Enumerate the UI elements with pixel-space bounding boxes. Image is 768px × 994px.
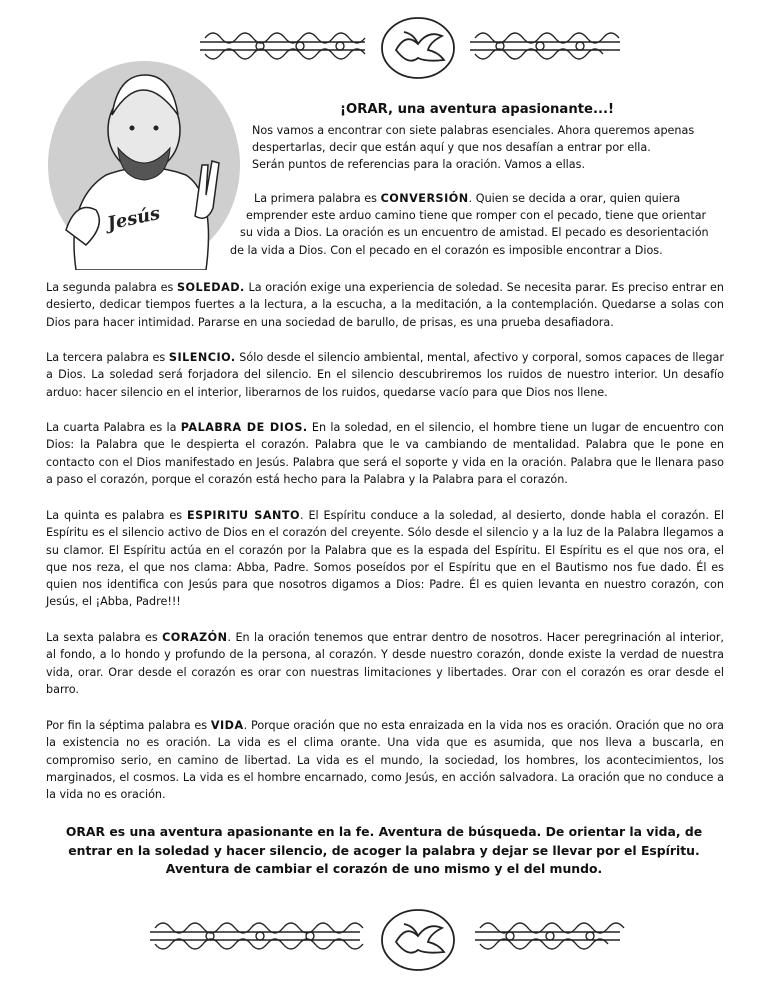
jesus-peace-sign-illustration	[46, 60, 242, 270]
paragraph-line: de la vida a Dios. Con el pecado en el corazón es imposible encontrar a Dios.	[230, 243, 663, 257]
keyword-vida: VIDA	[210, 719, 244, 732]
intro-paragraph	[252, 122, 694, 174]
paragraph-text: La quinta es palabra es	[46, 509, 188, 522]
intro-line: Serán puntos de referencias para la oración. Vamos a ellas.	[252, 158, 586, 172]
paragraph-text: Por fin la séptima palabra es	[46, 719, 211, 732]
paragraph-vida	[46, 717, 724, 803]
shirt-text: Jesús	[105, 202, 163, 235]
paragraph-text: La cuarta Palabra es la	[46, 421, 181, 434]
dove-icon	[382, 910, 454, 970]
keyword-conversion: CONVERSIÓN	[380, 192, 469, 205]
paragraph-text: . El Espíritu conduce a la soledad, al desierto, donde habla el corazón. El Espíritu es el silencio activo de Dios en el corazón del creyente. Sólo desde el silencio y a la luz de la Palabra llegamos a su clamor. El Espíritu actúa en el corazón por la Palabra que es la espada del Espíritu. El Espíritu es el que nos ora, el que nos reza, el que nos clama: Abba, Padre. Somos poseídos por el Espíritu que en el Bautismo nos fue dado. Él es quien nos identifica con Jesús para que nosotros digamos a Dios: Padre. Él es quien levanta en nuestro corazón, con Jesús, el ¡Abba, Padre!!!	[46, 509, 725, 609]
keyword-silencio: SILENCIO.	[168, 351, 236, 364]
paragraph-text: En la soledad, en el silencio, el hombre tiene un lugar de encuentro con Dios: la Palabra que le despierta el corazón. Palabra que le va cambiando de mentalidad. Palabra que le pone en contacto con el Dios manifestado en Jesús. Palabra que será el soporte y vida en la oración. Palabra que le llenara paso a paso el corazón, porque el corazón está hecho para la Palabra y la Palabra para el corazón.	[46, 421, 724, 486]
keyword-palabra-de-dios: PALABRA DE DIOS.	[180, 421, 308, 434]
intro-line: Nos vamos a encontrar con siete palabras esenciales. Ahora queremos apenas	[252, 124, 695, 137]
closing-statement: ORAR es una aventura apasionante en la fe. Aventura de búsqueda. De orientar la vida, de entrar en la soledad y hacer silencio, de acoger la palabra y dejar se llevar por el Espíritu. Aventura de cambiar el corazón de uno mismo y el del mundo.	[65, 824, 703, 876]
paragraph-text: . Quien se decida a orar, quien quiera	[468, 192, 681, 205]
paragraph-conversion	[232, 190, 709, 259]
paragraph-text: La oración exige una experiencia de soledad. Se necesita parar. Es preciso entrar en desierto, dedicar tiempos fuertes a la lectura, a la escucha, a la meditación, a la contemplación. Quedarse a solas con Dios para hacer intimidad. Pararse en una sociedad de barullo, de prisas, es una prueba desafiadora.	[46, 281, 724, 329]
paragraph-corazon	[46, 629, 724, 698]
paragraph-text: Sólo desde el silencio ambiental, mental, afectivo y corporal, somos capaces de llegar a Dios. La soledad será forjadora del silencio. En el silencio descubriremos los ruidos de nuestro interior. Un desafío arduo: hacer silencio en el interior, liberarnos de los ruidos, quedarse vacío para que Dios nos llene.	[46, 351, 724, 399]
paragraph-text: La primera palabra es	[254, 192, 381, 205]
keyword-corazon: CORAZÓN	[162, 631, 228, 644]
paragraph-text: La tercera palabra es	[46, 351, 169, 364]
paragraph-text: La segunda palabra es	[46, 281, 177, 294]
paragraph-line: emprender este arduo camino tiene que romper con el pecado, tiene que orientar	[246, 209, 707, 223]
page-title: ¡ORAR, una aventura apasionante...!	[340, 102, 615, 117]
paragraph-text: . En la oración tenemos que entrar dentro de nosotros. Hacer peregrinación al interior, al fondo, a lo hondo y profundo de la persona, al corazón. Y desde nuestro corazón, donde existe la verdad de nuestra vida, orar. Orar desde el corazón es orar con nuestras limitaciones y libertades. Orar con el corazón es orar desde el barro.	[46, 631, 724, 696]
keyword-soledad: SOLEDAD.	[176, 281, 245, 294]
paragraph-espiritu	[46, 507, 724, 611]
paragraph-silencio	[46, 349, 724, 401]
paragraph-text: . Porque oración que no esta enraizada en la vida nos es oración. Oración que no ora la existencia no es oración. La vida es el clima orante. Una vida que es asumida, que nos lleva a buscarla, en compromiso serio, en camino de libertad. La vida es el mundo, la sociedad, los hombres, los acontecimientos, los marginados, el cosmos. La vida es el hombre encarnado, como Jesús, en acción salvadora. La oración que no conduce a la vida no es oración.	[46, 719, 724, 802]
intro-line: despertarlas, decir que están aquí y que nos desafían a entrar por ella.	[252, 141, 651, 155]
bottom-dove-ornament	[0, 904, 768, 974]
dove-icon	[382, 18, 454, 78]
paragraph-text: La sexta palabra es	[46, 631, 163, 644]
keyword-espiritu-santo: ESPIRITU SANTO	[187, 509, 301, 522]
paragraph-palabra	[46, 419, 724, 488]
paragraph-line: su vida a Dios. La oración es un encuentro de amistad. El pecado es desorientación	[240, 226, 709, 240]
paragraph-soledad	[46, 279, 724, 331]
